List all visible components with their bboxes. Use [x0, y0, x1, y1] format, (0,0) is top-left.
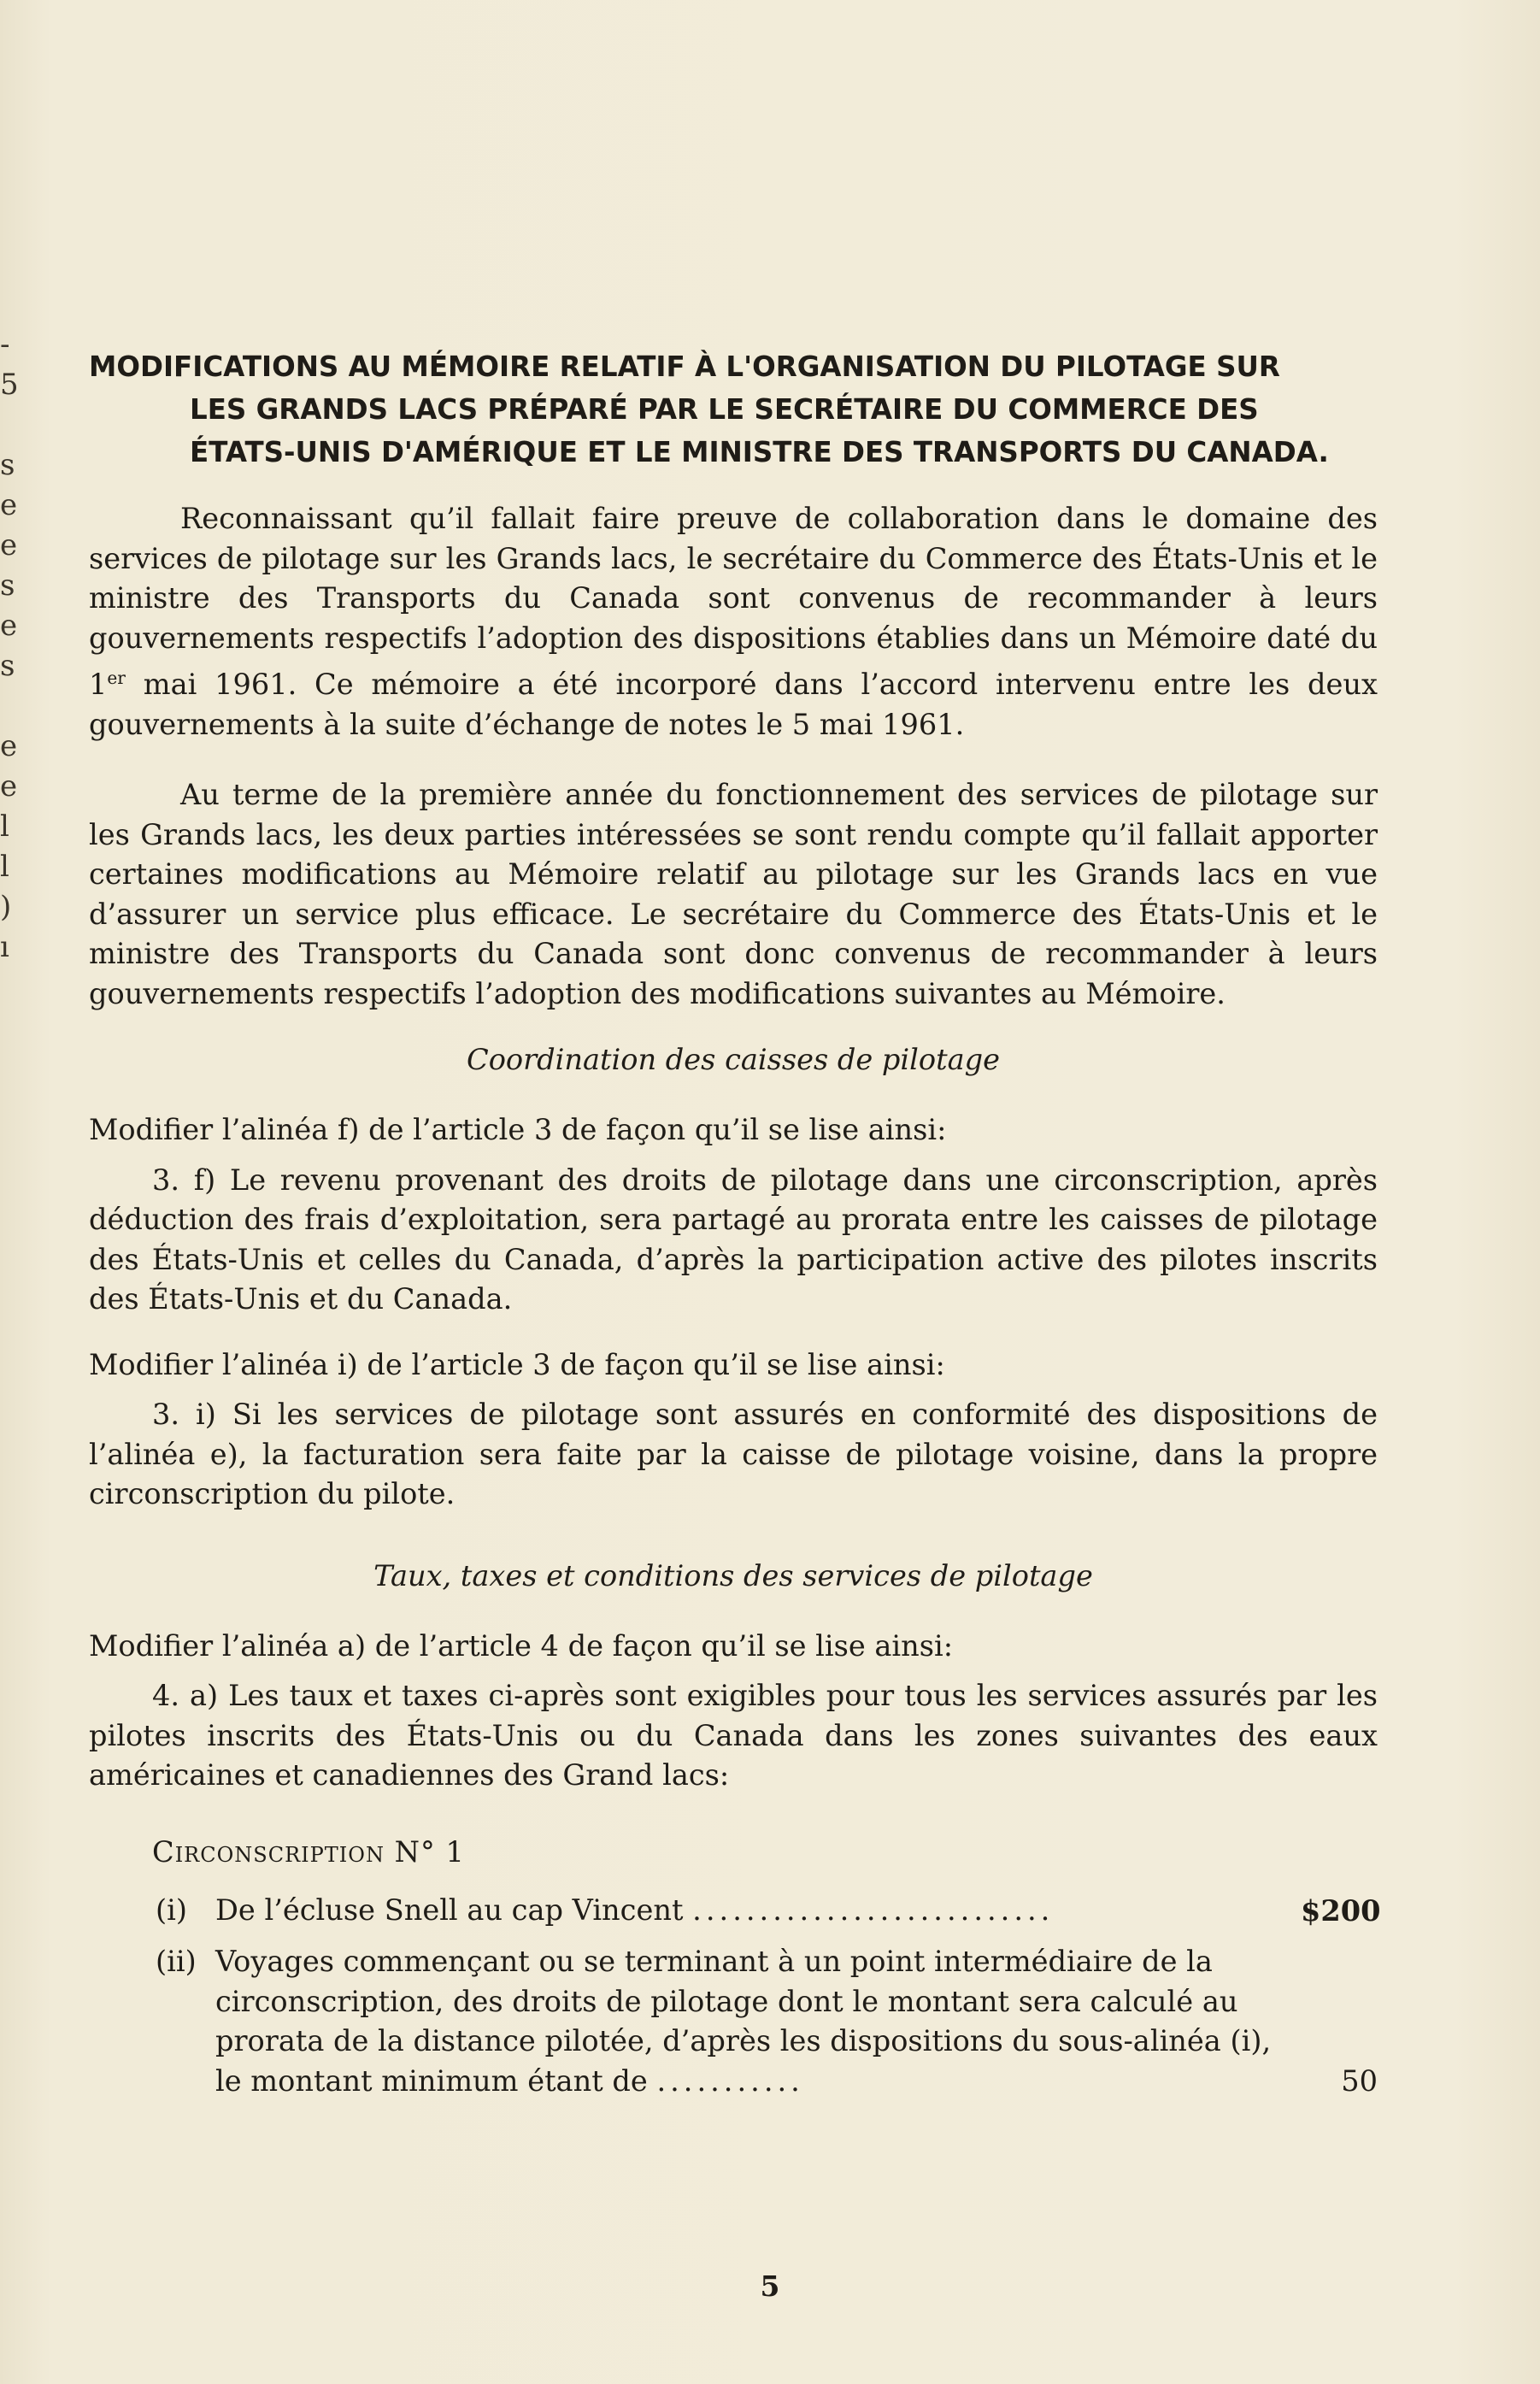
margin-fragment: l: [0, 850, 9, 884]
margin-fragment: e: [0, 729, 18, 763]
amendment-text: 3. f) Le revenu provenant des droits de pilotage dans une circonscription, après déduction des frais d’exploitation, sera partagé au prorata entre les caisses de pilotage des États-Unis et celles du Canada, d’après la participation active des pilotes inscrits des États-Unis et du Canada.: [89, 1163, 1378, 1316]
rate-number: (ii): [156, 1945, 197, 1979]
margin-fragment: ı: [0, 930, 9, 964]
margin-fragment: [0, 405, 26, 445]
document-heading: [89, 345, 1378, 474]
margin-fragment: e: [0, 609, 18, 643]
rate-number: (i): [156, 1892, 187, 1927]
margin-fragment: [0, 686, 26, 727]
margin-fragment: e: [0, 528, 18, 562]
amendment-text: 4. a) Les taux et taxes ci-après sont exigibles pour tous les services assurés par les pilotes inscrits des États-Unis ou du Canada dans les zones suivantes des eaux américaines et canadiennes des Grand lacs:: [89, 1679, 1378, 1792]
heading-line: ÉTATS-UNIS D'AMÉRIQUE ET LE MINISTRE DES TRANSPORTS DU CANADA.: [190, 436, 1329, 468]
margin-fragment: ): [0, 890, 12, 924]
facing-page-margin-fragments: [0, 325, 26, 968]
rate-row: [89, 1891, 1381, 1931]
amendment-instruction: Modifier l’alinéa i) de l’article 3 de façon qu’il se lise ainsi:: [89, 1347, 945, 1381]
amendment-text: 3. i) Si les services de pilotage sont assurés en conformité des dispositions de l’alinéa e), la facturation sera faite par la caisse de pilotage voisine, dans la propre circonscription du pilote.: [89, 1398, 1378, 1511]
rate-description: Voyages commençant ou se terminant à un point intermédiaire de la circonscription, des droits de pilotage dont le montant sera calculé au prorata de la distance pilotée, d’après les dispositions du sous-alinéa (i), le montant minimum étant de: [215, 1945, 1272, 2098]
section-title: Coordination des caisses de pilotage: [467, 1043, 1000, 1077]
margin-fragment: -: [0, 327, 10, 362]
amendment-instruction: Modifier l’alinéa a) de l’article 4 de façon qu’il se lise ainsi:: [89, 1628, 954, 1663]
context-paragraph: Au terme de la première année du fonctionnement des services de pilotage sur les Grands lacs, les deux parties intéressées se sont rendu compte qu’il fallait apporter certaines modifications au Mémoire relatif au pilotage sur les Grands lacs en vue d’assurer un service plus efficace. Le secrétaire du Commerce des États-Unis et le ministre des Transports du Canada sont donc convenus de recommander à leurs gouvernements respectifs l’adoption des modifications suivantes au Mémoire.: [89, 778, 1378, 1010]
superscript: er: [107, 668, 126, 688]
leader-dots: ...........................: [692, 1892, 1055, 1927]
circonscription-title: Circonscription N° 1: [152, 1834, 465, 1869]
page-number: 5: [760, 2269, 780, 2303]
amendment-instruction: Modifier l’alinéa f) de l’article 3 de façon qu’il se lise ainsi:: [89, 1113, 947, 1147]
heading-line: MODIFICATIONS AU MÉMOIRE RELATIF À L'ORGANISATION DU PILOTAGE SUR: [89, 350, 1280, 383]
margin-fragment: s: [0, 448, 15, 482]
margin-fragment: l: [0, 809, 9, 844]
margin-fragment: s: [0, 568, 15, 603]
rate-description: De l’écluse Snell au cap Vincent: [215, 1892, 684, 1927]
margin-fragment: e: [0, 769, 18, 803]
margin-fragment: 5: [0, 368, 19, 402]
rate-row: [89, 1942, 1378, 2101]
intro-paragraph: Reconnaissant qu’il fallait faire preuve de collaboration dans le domaine des services de pilotage sur les Grands lacs, le secrétaire du Commerce des États-Unis et le ministre des Transports du Canada sont convenus de recommander à leurs gouvernements respectifs l’adoption des dispositions établies dans un Mémoire daté du 1er mai 1961. Ce mémoire a été incorporé dans l’accord intervenu entre les deux gouvernements à la suite d’échange de notes le 5 mai 1961.: [89, 502, 1378, 741]
margin-fragment: s: [0, 649, 15, 683]
margin-fragment: e: [0, 488, 18, 522]
rate-amount: $200: [1301, 1892, 1381, 1928]
section-title: Taux, taxes et conditions des services de pilotage: [373, 1558, 1093, 1592]
leader-dots: ...........: [656, 2063, 804, 2098]
rate-amount: 50: [1341, 2063, 1378, 2098]
page-content: [89, 345, 1381, 2113]
heading-line: LES GRANDS LACS PRÉPARÉ PAR LE SECRÉTAIRE DU COMMERCE DES: [190, 393, 1259, 426]
